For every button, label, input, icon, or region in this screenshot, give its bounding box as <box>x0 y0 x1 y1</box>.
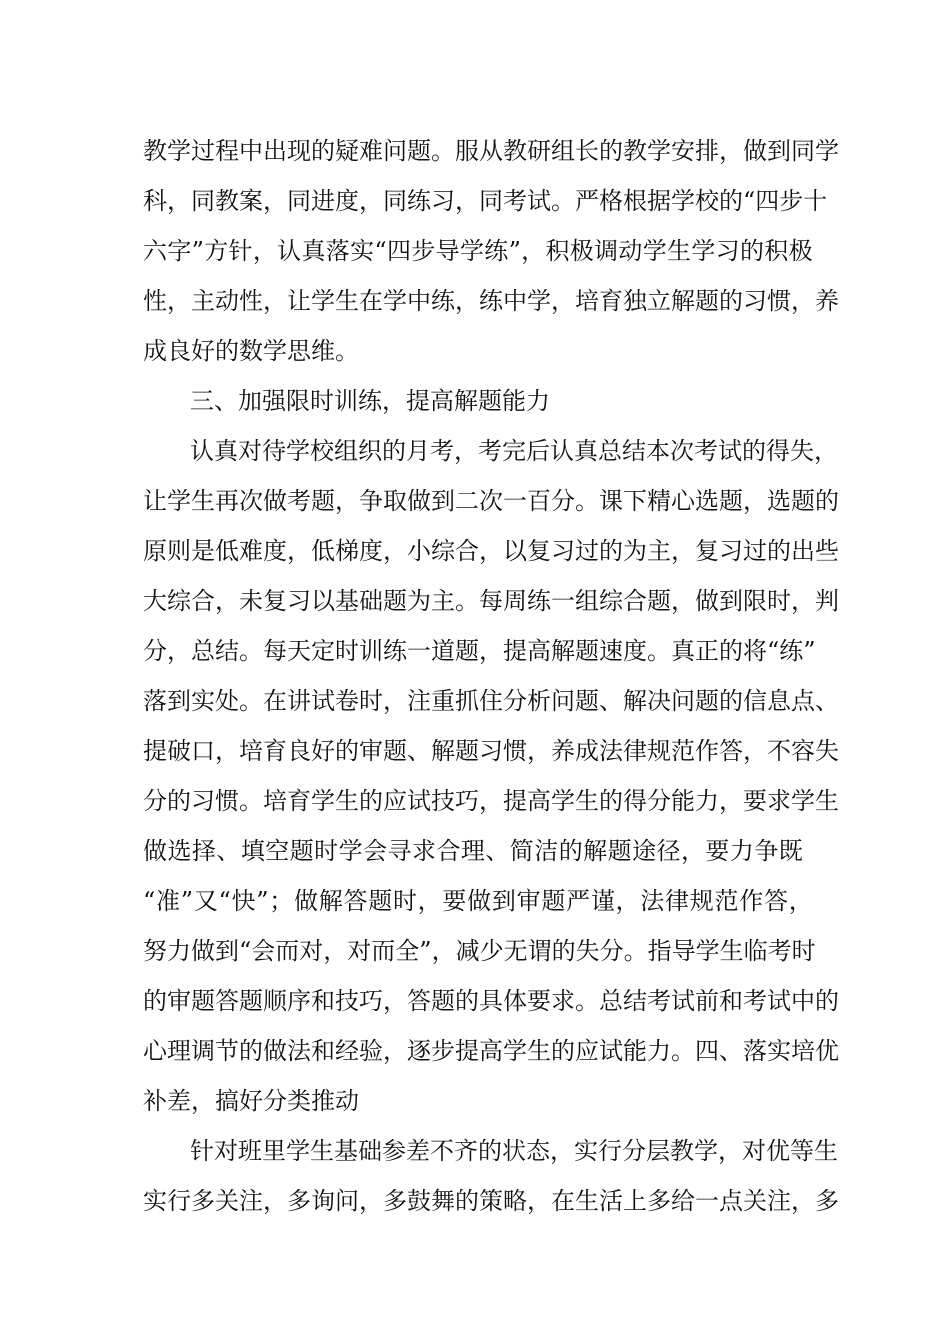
text-line: “ 准 ” 又 “ 快 ” ； 做 解 答 题 时 ， 要 做 到 审 题 严 谨 ， 法 律 规 范 作 答 ， <box>143 887 813 915</box>
text-line: 六 字 ” 方 针 ， 认 真 落 实 “ 四 步 导 学 练 ” ， 积 极 调 动 学 生 学 习 的 积 极 <box>143 237 813 265</box>
text-line: 分 ， 总 结 。 每 天 定 时 训 练 一 道 题 ， 提 高 解 题 速 度 。 真 正 的 将 “ 练 ” <box>143 637 816 665</box>
text-line: 让 学 生 再 次 做 考 题 ， 争 取 做 到 二 次 一 百 分 。 课 下 精 心 选 题 ， 选 题 的 <box>143 487 839 515</box>
text-line: 落 到 实 处 。 在 讲 试 卷 时 ， 注 重 抓 住 分 析 问 题 、 解 决 问 题 的 信 息 点 、 <box>143 687 839 715</box>
text-line: 努 力 做 到 “ 会 而 对 ， 对 而 全 ” ， 减 少 无 谓 的 失 分 。 指 导 学 生 临 考 时 <box>143 937 816 965</box>
text-line: 心 理 调 节 的 做 法 和 经 验 ， 逐 步 提 高 学 生 的 应 试 能 力 。 四 、 落 实 培 优 <box>143 1037 839 1065</box>
text-line: 提 破 口 ， 培 育 良 好 的 审 题 、 解 题 习 惯 ， 养 成 法 律 规 范 作 答 ， 不 容 失 <box>143 737 839 765</box>
text-line: 科 ， 同 教 案 ， 同 进 度 ， 同 练 习 ， 同 考 试 。 严 格 根 据 学 校 的 “ 四 步 十 <box>143 187 828 215</box>
text-line: 的 审 题 答 题 顺 序 和 技 巧 ， 答 题 的 具 体 要 求 。 总 结 考 试 前 和 考 试 中 的 <box>143 987 839 1015</box>
text-line: 补差，搞好分类推动 <box>143 1087 359 1115</box>
text-line: 原 则 是 低 难 度 ， 低 梯 度 ， 小 综 合 ， 以 复 习 过 的 为 主 ， 复 习 过 的 出 些 <box>143 537 839 565</box>
section-heading: 三、加强限时训练，提高解题能力 <box>190 387 550 415</box>
text-line: 做 选 择 、 填 空 题 时 学 会 寻 求 合 理 、 简 洁 的 解 题 途 径 ， 要 力 争 既 <box>143 837 803 865</box>
text-line: 分 的 习 惯 。 培 育 学 生 的 应 试 技 巧 ， 提 高 学 生 的 得 分 能 力 ， 要 求 学 生 <box>143 787 839 815</box>
text-line: 大 综 合 ， 未 复 习 以 基 础 题 为 主 。 每 周 练 一 组 综 合 题 ， 做 到 限 时 ， 判 <box>143 587 839 615</box>
text-line: 性 ， 主 动 性 ， 让 学 生 在 学 中 练 ， 练 中 学 ， 培 育 独 立 解 题 的 习 惯 ， 养 <box>143 287 839 315</box>
text-line: 实 行 多 关 注 ， 多 询 问 ， 多 鼓 舞 的 策 略 ， 在 生 活 上 多 给 一 点 关 注 ， 多 <box>143 1187 839 1215</box>
paragraph-first-line: 认 真 对 待 学 校 组 织 的 月 考 ， 考 完 后 认 真 总 结 本 次 考 试 的 得 失 ， <box>190 437 838 465</box>
text-line: 成良好的数学思维。 <box>143 337 359 365</box>
text-line: 教 学 过 程 中 出 现 的 疑 难 问 题 。 服 从 教 研 组 长 的 教 学 安 排 ， 做 到 同 学 <box>143 137 839 165</box>
paragraph-first-line: 针 对 班 里 学 生 基 础 参 差 不 齐 的 状 态 ， 实 行 分 层 教 学 ， 对 优 等 生 <box>190 1137 838 1165</box>
